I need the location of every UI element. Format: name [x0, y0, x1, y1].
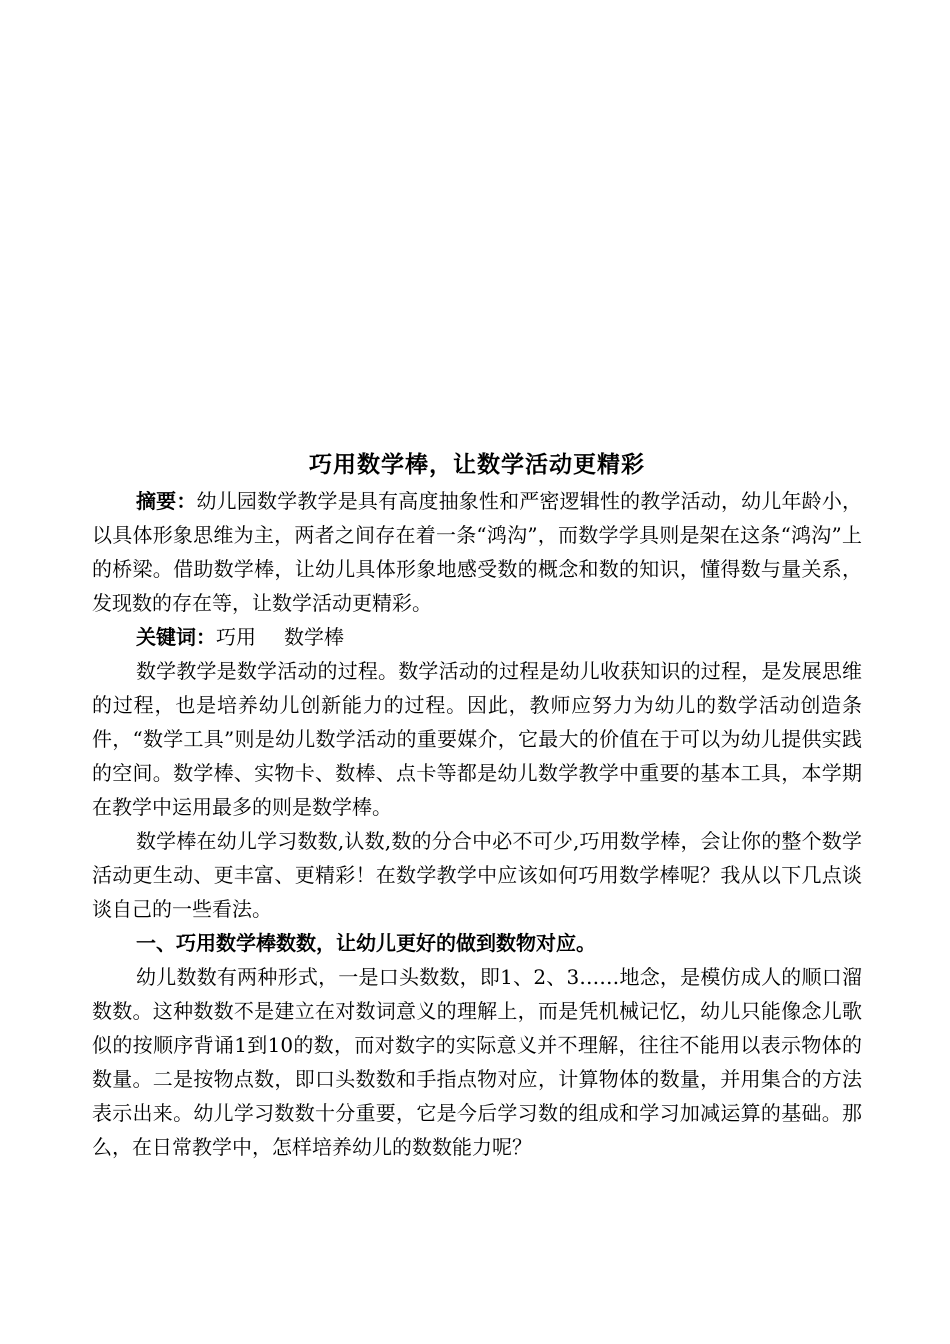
abstract-paragraph	[92, 484, 862, 620]
section-paragraph: 幼儿数数有两种形式，一是口头数数，即1、2、3……地念，是模仿成人的顺口溜数数。这种数数不是建立在对数词意义的理解上，而是凭机械记忆，幼儿只能像念儿歌似的按顺序背诵1到10的数，而对数字的实际意义并不理解，往往不能用以表示物体的数量。二是按物点数，即口头数数和手指点物对应，计算物体的数量，并用集合的方法表示出来。幼儿学习数数十分重要，它是今后学习数的组成和学习加减运算的基础。那么，在日常教学中，怎样培养幼儿的数数能力呢？	[92, 965, 862, 1159]
body-paragraph: 数学教学是数学活动的过程。数学活动的过程是幼儿收获知识的过程，是发展思维的过程，也是培养幼儿创新能力的过程。因此，教师应努力为幼儿的数学活动创造条件，“数学工具”则是幼儿数学活动的重要媒介，它最大的价值在于可以为幼儿提供实践的空间。数学棒、实物卡、数棒、点卡等都是幼儿数学教学中重要的基本工具，本学期在教学中运用最多的则是数学棒。	[92, 659, 862, 819]
body-paragraph: 数学棒在幼儿学习数数,认数,数的分合中必不可少,巧用数学棒，会让你的整个数学活动更生动、更丰富、更精彩！在数学教学中应该如何巧用数学棒呢？我从以下几点谈谈自己的一些看法。	[92, 829, 862, 921]
keywords-line	[92, 620, 862, 654]
keywords-label: 关键词：	[136, 625, 216, 649]
page-title: 巧用数学棒，让数学活动更精彩	[309, 451, 645, 478]
abstract-text: 幼儿园数学教学是具有高度抽象性和严密逻辑性的教学活动，幼儿年龄小，以具体形象思维为主，两者之间存在着一条“鸿沟”，而数学学具则是架在这条“鸿沟”上的桥梁。借助数学棒，让幼儿具体形象地感受数的概念和数的知识，懂得数与量关系，发现数的存在等，让数学活动更精彩。	[92, 489, 863, 615]
keyword-item: 巧用	[216, 625, 256, 649]
keyword-item: 数学棒	[284, 625, 344, 649]
document-body	[92, 448, 862, 1164]
section-heading: 一、巧用数学棒数数，让幼儿更好的做到数物对应。	[136, 931, 596, 955]
abstract-label: 摘要：	[136, 489, 197, 513]
